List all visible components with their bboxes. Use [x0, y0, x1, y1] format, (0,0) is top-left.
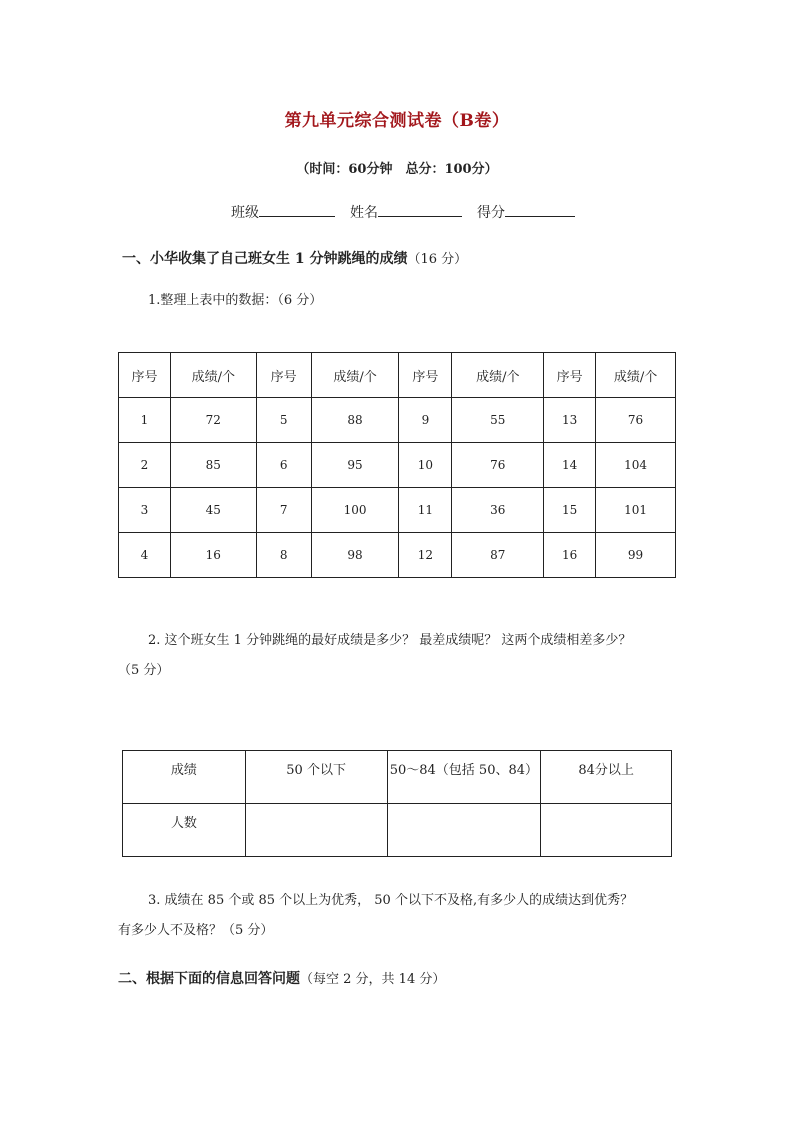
table-cell: 10	[399, 443, 452, 488]
table-cell: 11	[399, 488, 452, 533]
header-cell: 成绩/个	[596, 353, 676, 398]
section1-points: （16 分）	[407, 252, 468, 267]
table-cell: 99	[596, 533, 676, 578]
score-blank[interactable]	[505, 202, 575, 217]
table-row	[119, 533, 676, 578]
header-cell: 50～84（包括 50、84）	[387, 751, 541, 804]
table-cell: 88	[311, 398, 399, 443]
table-row	[119, 398, 676, 443]
score-field	[477, 202, 575, 222]
section2-points: （每空 2 分，共 14 分）	[300, 972, 446, 987]
table-cell: 76	[596, 398, 676, 443]
table-cell: 7	[256, 488, 311, 533]
table-cell: 14	[544, 443, 596, 488]
header-cell: 成绩/个	[452, 353, 544, 398]
table-cell: 5	[256, 398, 311, 443]
table-cell: 9	[399, 398, 452, 443]
header-cell: 50 个以下	[245, 751, 387, 804]
header-cell: 序号	[544, 353, 596, 398]
count-table-header	[123, 751, 672, 804]
table-cell: 2	[119, 443, 171, 488]
question-1: 1.整理上表中的数据：（6 分）	[148, 293, 323, 308]
header-cell: 序号	[119, 353, 171, 398]
table-cell: 76	[452, 443, 544, 488]
table-row	[119, 443, 676, 488]
score-table-header	[119, 353, 676, 398]
answer-cell[interactable]	[245, 804, 387, 857]
section2-heading	[118, 968, 445, 988]
question-3-line2: 有多少人不及格？（5 分）	[118, 923, 274, 938]
table-cell: 87	[452, 533, 544, 578]
question-3-line1: 3. 成绩在 85 个或 85 个以上为优秀， 50 个以下不及格,有多少人的成绩达到优秀？	[148, 893, 634, 908]
table-cell: 95	[311, 443, 399, 488]
class-field	[231, 202, 335, 222]
count-table	[122, 750, 672, 857]
section1-heading-text: 一、小华收集了自己班女生 1 分钟跳绳的成绩	[122, 251, 408, 267]
header-cell: 成绩	[123, 751, 246, 804]
score-label: 得分	[477, 205, 505, 221]
table-cell: 101	[596, 488, 676, 533]
header-cell: 成绩/个	[311, 353, 399, 398]
header-cell: 序号	[256, 353, 311, 398]
count-row	[123, 804, 672, 857]
class-label: 班级	[231, 205, 259, 221]
table-cell: 4	[119, 533, 171, 578]
name-blank[interactable]	[378, 202, 462, 217]
table-cell: 3	[119, 488, 171, 533]
table-cell: 45	[170, 488, 256, 533]
table-cell: 72	[170, 398, 256, 443]
page-title: 第九单元综合测试卷（B卷）	[284, 111, 510, 131]
name-field	[350, 202, 462, 222]
row-label: 人数	[123, 804, 246, 857]
name-label: 姓名	[350, 205, 378, 221]
table-cell: 12	[399, 533, 452, 578]
answer-cell[interactable]	[541, 804, 672, 857]
table-cell: 13	[544, 398, 596, 443]
answer-cell[interactable]	[387, 804, 541, 857]
table-cell: 98	[311, 533, 399, 578]
table-cell: 55	[452, 398, 544, 443]
exam-meta: （时间：60分钟 总分：100分）	[296, 162, 498, 177]
header-cell: 成绩/个	[170, 353, 256, 398]
table-cell: 100	[311, 488, 399, 533]
score-table	[118, 352, 676, 578]
table-cell: 1	[119, 398, 171, 443]
table-cell: 36	[452, 488, 544, 533]
section1-heading	[122, 248, 467, 268]
header-cell: 序号	[399, 353, 452, 398]
table-cell: 8	[256, 533, 311, 578]
table-cell: 6	[256, 443, 311, 488]
table-cell: 16	[544, 533, 596, 578]
header-cell: 84分以上	[541, 751, 672, 804]
class-blank[interactable]	[259, 202, 335, 217]
table-row	[119, 488, 676, 533]
table-cell: 104	[596, 443, 676, 488]
table-cell: 15	[544, 488, 596, 533]
section2-heading-text: 二、根据下面的信息回答问题	[118, 971, 300, 987]
question-2-line1: 2. 这个班女生 1 分钟跳绳的最好成绩是多少？ 最差成绩呢？ 这两个成绩相差多少？	[148, 633, 632, 648]
question-2-line2: （5 分）	[118, 663, 170, 678]
table-cell: 85	[170, 443, 256, 488]
table-cell: 16	[170, 533, 256, 578]
